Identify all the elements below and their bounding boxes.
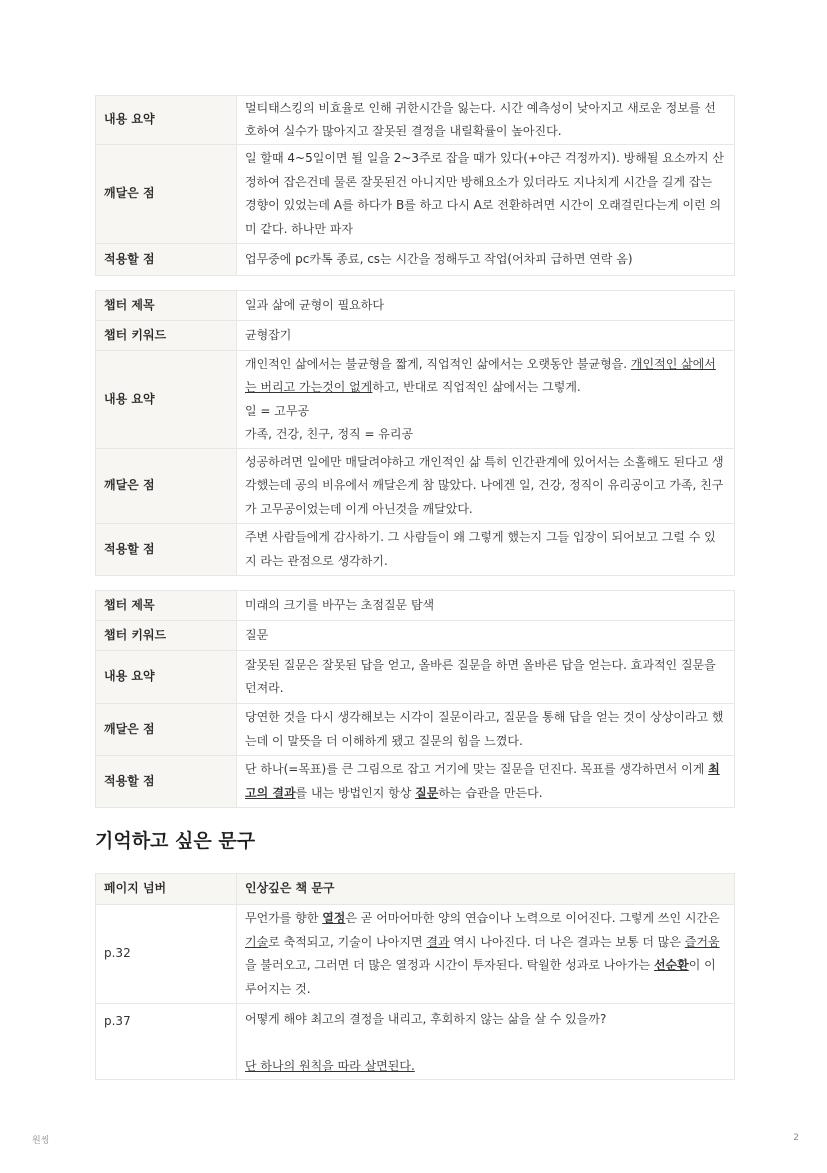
table-row [96, 1004, 735, 1080]
table-row [96, 351, 735, 449]
insight-cell: 당연한 것을 다시 생각해보는 시각이 질문이라고, 질문을 통해 답을 얻는 것이 상상이라고 했는데 이 말뜻을 더 이해하게 됐고 질문의 힘을 느꼈다. [237, 704, 735, 756]
table-row [96, 756, 735, 808]
table-row [96, 524, 735, 576]
emphasis-text: 최고의 결과 [245, 762, 720, 800]
chapter-title-cell: 미래의 크기를 바꾸는 초점질문 탐색 [237, 591, 735, 621]
underlined-text: 단 하나의 원칙을 따라 살면된다. [245, 1059, 415, 1073]
apply-text: 단 하나(=목표)를 큰 그림으로 잡고 거기에 맞는 질문을 던진다. 목표를 생각하면서 이게 [245, 762, 709, 776]
table-header-row [96, 874, 735, 905]
summary-cell [237, 351, 735, 449]
summary-line: 일 = 고무공 [245, 403, 310, 418]
quotes-table [95, 873, 735, 1080]
quote-text: 어떻게 해야 최고의 결정을 내리고, 후회하지 않는 삶을 살 수 있을까? [245, 1012, 607, 1026]
table-row [96, 321, 735, 351]
row-label-apply: 적용할 점 [96, 524, 237, 576]
quote-text: 을 불러오고, 그러면 더 많은 열정과 시간이 투자된다. 탁월한 성과로 나아가는 [245, 958, 654, 972]
row-label-chapter-title: 챕터 제목 [96, 591, 237, 621]
table-row [96, 704, 735, 756]
row-label-insight: 깨달은 점 [96, 449, 237, 524]
page-number-cell: p.32 [96, 905, 237, 1004]
chapter-table-1 [95, 95, 735, 276]
table-row [96, 591, 735, 621]
chapter-table-3 [95, 590, 735, 808]
summary-cell: 잘못된 질문은 잘못된 답을 얻고, 올바른 질문을 하면 올바른 답을 얻는다. 효과적인 질문을 던져라. [237, 651, 735, 704]
summary-underlined-text: 개인적인 삶에서는 버리고 가는것이 없게 [245, 356, 716, 394]
footer-document-title: 원씽 [32, 1136, 50, 1146]
chapter-keyword-cell: 균형잡기 [237, 321, 735, 351]
quote-text: 역시 나아진다. 더 나은 결과는 보통 더 많은 [449, 934, 685, 949]
insight-cell: 성공하려면 일에만 매달려야하고 개인적인 삶 특히 인간관계에 있어서는 소홀해도 된다고 생각했는데 공의 비유에서 깨달은게 참 많았다. 나에겐 일, 건강, 정직이 유리공이고 가족, 친구가 고무공이었는데 이게 아닌것을 깨달았다. [237, 449, 735, 524]
row-label-chapter-keyword: 챕터 키워드 [96, 321, 237, 351]
table-row [96, 291, 735, 321]
page-number-cell: p.37 [96, 1004, 237, 1080]
row-label-insight: 깨달은 점 [96, 145, 237, 244]
row-label-insight: 깨달은 점 [96, 704, 237, 756]
row-label-summary: 내용 요약 [96, 96, 237, 145]
quote-text: 무언가를 향한 [245, 911, 323, 925]
table-row [96, 244, 735, 276]
quote-text: 이 이루어지는 것. [245, 958, 716, 996]
summary-text: 하고, 반대로 직업적인 삶에서는 그렇게. [372, 380, 581, 394]
table-row [96, 905, 735, 1004]
quote-cell [237, 1004, 735, 1080]
row-label-summary: 내용 요약 [96, 651, 237, 704]
apply-cell [237, 756, 735, 808]
emphasis-text: 열정 [322, 911, 346, 925]
table-row [96, 651, 735, 704]
column-header-quote: 인상깊은 책 문구 [237, 874, 735, 905]
summary-cell: 멀티태스킹의 비효율로 인해 귀한시간을 잃는다. 시간 예측성이 낮아지고 새로운 정보를 선호하여 실수가 많아지고 잘못된 결정을 내릴확률이 높아진다. [237, 96, 735, 145]
underlined-text: 즐거움 [684, 934, 720, 949]
underlined-text: 결과 [426, 934, 450, 949]
quote-cell [237, 905, 735, 1004]
underlined-text: 기술 [245, 934, 269, 949]
quote-text: 로 축적되고, 기술이 나아지면 [268, 934, 427, 949]
insight-cell: 일 할때 4~5일이면 될 일을 2~3주로 잡을 때가 있다(+야근 걱정까지). 방해될 요소까지 산정하여 잡은건데 물론 잘못된건 아니지만 방해요소가 있더라도 지나치게 시간을 길게 잡는 경향이 있었는데 A를 하다가 B를 하고 다시 A로 전환하려면 시간이 오래걸린다는게 이런 의미 같다. 하나만 파자 [237, 145, 735, 244]
apply-cell: 업무중에 pc카톡 종료, cs는 시간을 정해두고 작업(어차피 급하면 연락 옴) [237, 244, 735, 276]
emphasis-text: 질문 [415, 785, 439, 800]
section-heading: 기억하고 싶은 문구 [95, 830, 256, 852]
apply-cell: 주변 사람들에게 감사하기. 그 사람들이 왜 그렇게 했는지 그들 입장이 되어보고 그럴 수 있지 라는 관점으로 생각하기. [237, 524, 735, 576]
table-row [96, 145, 735, 244]
row-label-apply: 적용할 점 [96, 756, 237, 808]
apply-text: 를 내는 방법인지 항상 [295, 785, 416, 800]
row-label-chapter-keyword: 챕터 키워드 [96, 621, 237, 651]
page-content [95, 95, 735, 1080]
footer-page-number: 2 [793, 1133, 799, 1143]
column-header-page: 페이지 넘버 [96, 874, 237, 905]
apply-text: 하는 습관을 만든다. [438, 785, 543, 800]
table-row [96, 96, 735, 145]
chapter-keyword-cell: 질문 [237, 621, 735, 651]
summary-text: 개인적인 삶에서는 불균형을 짧게, 직업적인 삶에서는 오랫동안 불균형을. [245, 356, 631, 371]
summary-line: 가족, 건강, 친구, 정직 = 유리공 [245, 427, 414, 441]
table-row [96, 621, 735, 651]
table-row [96, 449, 735, 524]
row-label-apply: 적용할 점 [96, 244, 237, 276]
chapter-table-2 [95, 290, 735, 576]
row-label-summary: 내용 요약 [96, 351, 237, 449]
chapter-title-cell: 일과 삶에 균형이 필요하다 [237, 291, 735, 321]
quote-text: 은 곧 어마어마한 양의 연습이나 노력으로 이어진다. 그렇게 쓰인 시간은 [345, 911, 720, 925]
row-label-chapter-title: 챕터 제목 [96, 291, 237, 321]
emphasis-text: 선순환 [653, 958, 689, 972]
